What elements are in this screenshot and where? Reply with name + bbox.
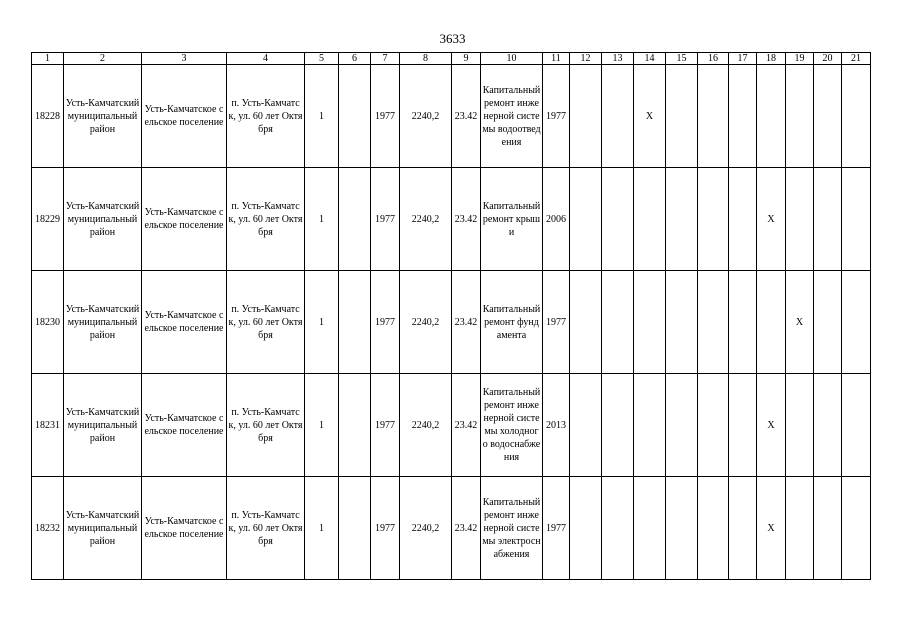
table-cell-col-16 bbox=[698, 374, 729, 477]
table-cell-col-7: 1977 bbox=[371, 374, 400, 477]
table-cell-col-18: X bbox=[757, 168, 786, 271]
table-cell-col-14 bbox=[634, 477, 666, 580]
table-cell-col-4: п. Усть-Камчатск, ул. 60 лет Октября bbox=[227, 168, 305, 271]
table-cell-col-16 bbox=[698, 65, 729, 168]
column-header-19: 19 bbox=[786, 53, 814, 65]
column-header-2: 2 bbox=[64, 53, 142, 65]
table-cell-col-8: 2240,2 bbox=[400, 168, 452, 271]
table-cell-col-12 bbox=[570, 271, 602, 374]
table-cell-col-11: 1977 bbox=[543, 271, 570, 374]
column-header-7: 7 bbox=[371, 53, 400, 65]
table-cell-col-9: 23.42 bbox=[452, 65, 481, 168]
table-cell-col-12 bbox=[570, 168, 602, 271]
table-cell-col-8: 2240,2 bbox=[400, 271, 452, 374]
table-cell-col-16 bbox=[698, 477, 729, 580]
table-cell-col-5: 1 bbox=[305, 374, 339, 477]
table-cell-col-19 bbox=[786, 65, 814, 168]
table-cell-col-15 bbox=[666, 168, 698, 271]
table-cell-col-20 bbox=[814, 65, 842, 168]
column-header-8: 8 bbox=[400, 53, 452, 65]
table-cell-col-5: 1 bbox=[305, 168, 339, 271]
table-row bbox=[32, 271, 871, 374]
table-cell-col-4: п. Усть-Камчатск, ул. 60 лет Октября bbox=[227, 65, 305, 168]
table-cell-col-18 bbox=[757, 271, 786, 374]
table-cell-col-21 bbox=[842, 271, 871, 374]
table-row bbox=[32, 65, 871, 168]
table-cell-col-11: 2006 bbox=[543, 168, 570, 271]
table-cell-col-6 bbox=[339, 374, 371, 477]
table-cell-col-2: Усть-Камчатский муниципальный район bbox=[64, 168, 142, 271]
table-cell-col-3: Усть-Камчатское сельское поселение bbox=[142, 65, 227, 168]
column-header-9: 9 bbox=[452, 53, 481, 65]
table-cell-col-10: Капитальный ремонт инженерной системы электроснабжения bbox=[481, 477, 543, 580]
table-cell-col-18: X bbox=[757, 477, 786, 580]
table-cell-col-6 bbox=[339, 271, 371, 374]
table-cell-col-1: 18232 bbox=[32, 477, 64, 580]
table-cell-col-7: 1977 bbox=[371, 271, 400, 374]
table-cell-col-7: 1977 bbox=[371, 65, 400, 168]
table-cell-col-14 bbox=[634, 374, 666, 477]
column-header-13: 13 bbox=[602, 53, 634, 65]
column-header-17: 17 bbox=[729, 53, 757, 65]
table-header bbox=[32, 53, 871, 65]
register-table bbox=[31, 52, 871, 580]
column-header-4: 4 bbox=[227, 53, 305, 65]
table-cell-col-5: 1 bbox=[305, 271, 339, 374]
table-cell-col-17 bbox=[729, 168, 757, 271]
table-cell-col-12 bbox=[570, 65, 602, 168]
table-cell-col-3: Усть-Камчатское сельское поселение bbox=[142, 477, 227, 580]
table-cell-col-8: 2240,2 bbox=[400, 477, 452, 580]
table-cell-col-19 bbox=[786, 374, 814, 477]
table-cell-col-13 bbox=[602, 168, 634, 271]
table-cell-col-18: X bbox=[757, 374, 786, 477]
table-cell-col-6 bbox=[339, 168, 371, 271]
table-cell-col-2: Усть-Камчатский муниципальный район bbox=[64, 374, 142, 477]
table-cell-col-3: Усть-Камчатское сельское поселение bbox=[142, 271, 227, 374]
table-cell-col-20 bbox=[814, 477, 842, 580]
table-cell-col-2: Усть-Камчатский муниципальный район bbox=[64, 477, 142, 580]
table-cell-col-9: 23.42 bbox=[452, 374, 481, 477]
table-cell-col-9: 23.42 bbox=[452, 477, 481, 580]
table-cell-col-4: п. Усть-Камчатск, ул. 60 лет Октября bbox=[227, 271, 305, 374]
column-header-21: 21 bbox=[842, 53, 871, 65]
column-header-10: 10 bbox=[481, 53, 543, 65]
column-header-18: 18 bbox=[757, 53, 786, 65]
table-cell-col-11: 2013 bbox=[543, 374, 570, 477]
table-cell-col-8: 2240,2 bbox=[400, 65, 452, 168]
column-header-16: 16 bbox=[698, 53, 729, 65]
table-cell-col-3: Усть-Камчатское сельское поселение bbox=[142, 374, 227, 477]
table-cell-col-15 bbox=[666, 65, 698, 168]
table-cell-col-10: Капитальный ремонт инженерной системы холодного водоснабжения bbox=[481, 374, 543, 477]
table-body bbox=[32, 65, 871, 580]
table-cell-col-21 bbox=[842, 477, 871, 580]
table-cell-col-13 bbox=[602, 65, 634, 168]
page-number: 3633 bbox=[439, 31, 466, 46]
table-cell-col-12 bbox=[570, 477, 602, 580]
table-cell-col-1: 18228 bbox=[32, 65, 64, 168]
table-cell-col-17 bbox=[729, 65, 757, 168]
table-cell-col-9: 23.42 bbox=[452, 168, 481, 271]
table-cell-col-14: X bbox=[634, 65, 666, 168]
table-cell-col-3: Усть-Камчатское сельское поселение bbox=[142, 168, 227, 271]
table-cell-col-14 bbox=[634, 168, 666, 271]
table-cell-col-13 bbox=[602, 374, 634, 477]
table-cell-col-12 bbox=[570, 374, 602, 477]
table-cell-col-10: Капитальный ремонт инженерной системы водоотведения bbox=[481, 65, 543, 168]
column-header-5: 5 bbox=[305, 53, 339, 65]
header-row bbox=[32, 53, 871, 65]
table-cell-col-6 bbox=[339, 477, 371, 580]
table-cell-col-6 bbox=[339, 65, 371, 168]
table-cell-col-11: 1977 bbox=[543, 65, 570, 168]
table-cell-col-10: Капитальный ремонт крыши bbox=[481, 168, 543, 271]
table-cell-col-15 bbox=[666, 477, 698, 580]
table-cell-col-13 bbox=[602, 477, 634, 580]
table-cell-col-16 bbox=[698, 271, 729, 374]
table-cell-col-13 bbox=[602, 271, 634, 374]
table-cell-col-21 bbox=[842, 168, 871, 271]
table-cell-col-1: 18231 bbox=[32, 374, 64, 477]
table-cell-col-19: X bbox=[786, 271, 814, 374]
table-cell-col-8: 2240,2 bbox=[400, 374, 452, 477]
table-cell-col-17 bbox=[729, 271, 757, 374]
column-header-6: 6 bbox=[339, 53, 371, 65]
column-header-20: 20 bbox=[814, 53, 842, 65]
table-cell-col-15 bbox=[666, 374, 698, 477]
table-cell-col-17 bbox=[729, 374, 757, 477]
table-cell-col-1: 18230 bbox=[32, 271, 64, 374]
column-header-12: 12 bbox=[570, 53, 602, 65]
table-cell-col-2: Усть-Камчатский муниципальный район bbox=[64, 271, 142, 374]
table-cell-col-5: 1 bbox=[305, 65, 339, 168]
table-row bbox=[32, 477, 871, 580]
table-cell-col-20 bbox=[814, 271, 842, 374]
table-cell-col-4: п. Усть-Камчатск, ул. 60 лет Октября bbox=[227, 477, 305, 580]
table-cell-col-11: 1977 bbox=[543, 477, 570, 580]
table-cell-col-14 bbox=[634, 271, 666, 374]
table-cell-col-20 bbox=[814, 168, 842, 271]
table-cell-col-9: 23.42 bbox=[452, 271, 481, 374]
table-cell-col-21 bbox=[842, 65, 871, 168]
table-cell-col-16 bbox=[698, 168, 729, 271]
table-cell-col-1: 18229 bbox=[32, 168, 64, 271]
column-header-11: 11 bbox=[543, 53, 570, 65]
table-cell-col-19 bbox=[786, 168, 814, 271]
table-cell-col-10: Капитальный ремонт фундамента bbox=[481, 271, 543, 374]
table-cell-col-18 bbox=[757, 65, 786, 168]
table-cell-col-7: 1977 bbox=[371, 477, 400, 580]
table-cell-col-4: п. Усть-Камчатск, ул. 60 лет Октября bbox=[227, 374, 305, 477]
table-cell-col-21 bbox=[842, 374, 871, 477]
table-cell-col-2: Усть-Камчатский муниципальный район bbox=[64, 65, 142, 168]
column-header-14: 14 bbox=[634, 53, 666, 65]
column-header-15: 15 bbox=[666, 53, 698, 65]
table-cell-col-5: 1 bbox=[305, 477, 339, 580]
column-header-1: 1 bbox=[32, 53, 64, 65]
table-cell-col-15 bbox=[666, 271, 698, 374]
column-header-3: 3 bbox=[142, 53, 227, 65]
table-cell-col-19 bbox=[786, 477, 814, 580]
table-cell-col-17 bbox=[729, 477, 757, 580]
table-cell-col-7: 1977 bbox=[371, 168, 400, 271]
table-row bbox=[32, 168, 871, 271]
table-row bbox=[32, 374, 871, 477]
table-cell-col-20 bbox=[814, 374, 842, 477]
